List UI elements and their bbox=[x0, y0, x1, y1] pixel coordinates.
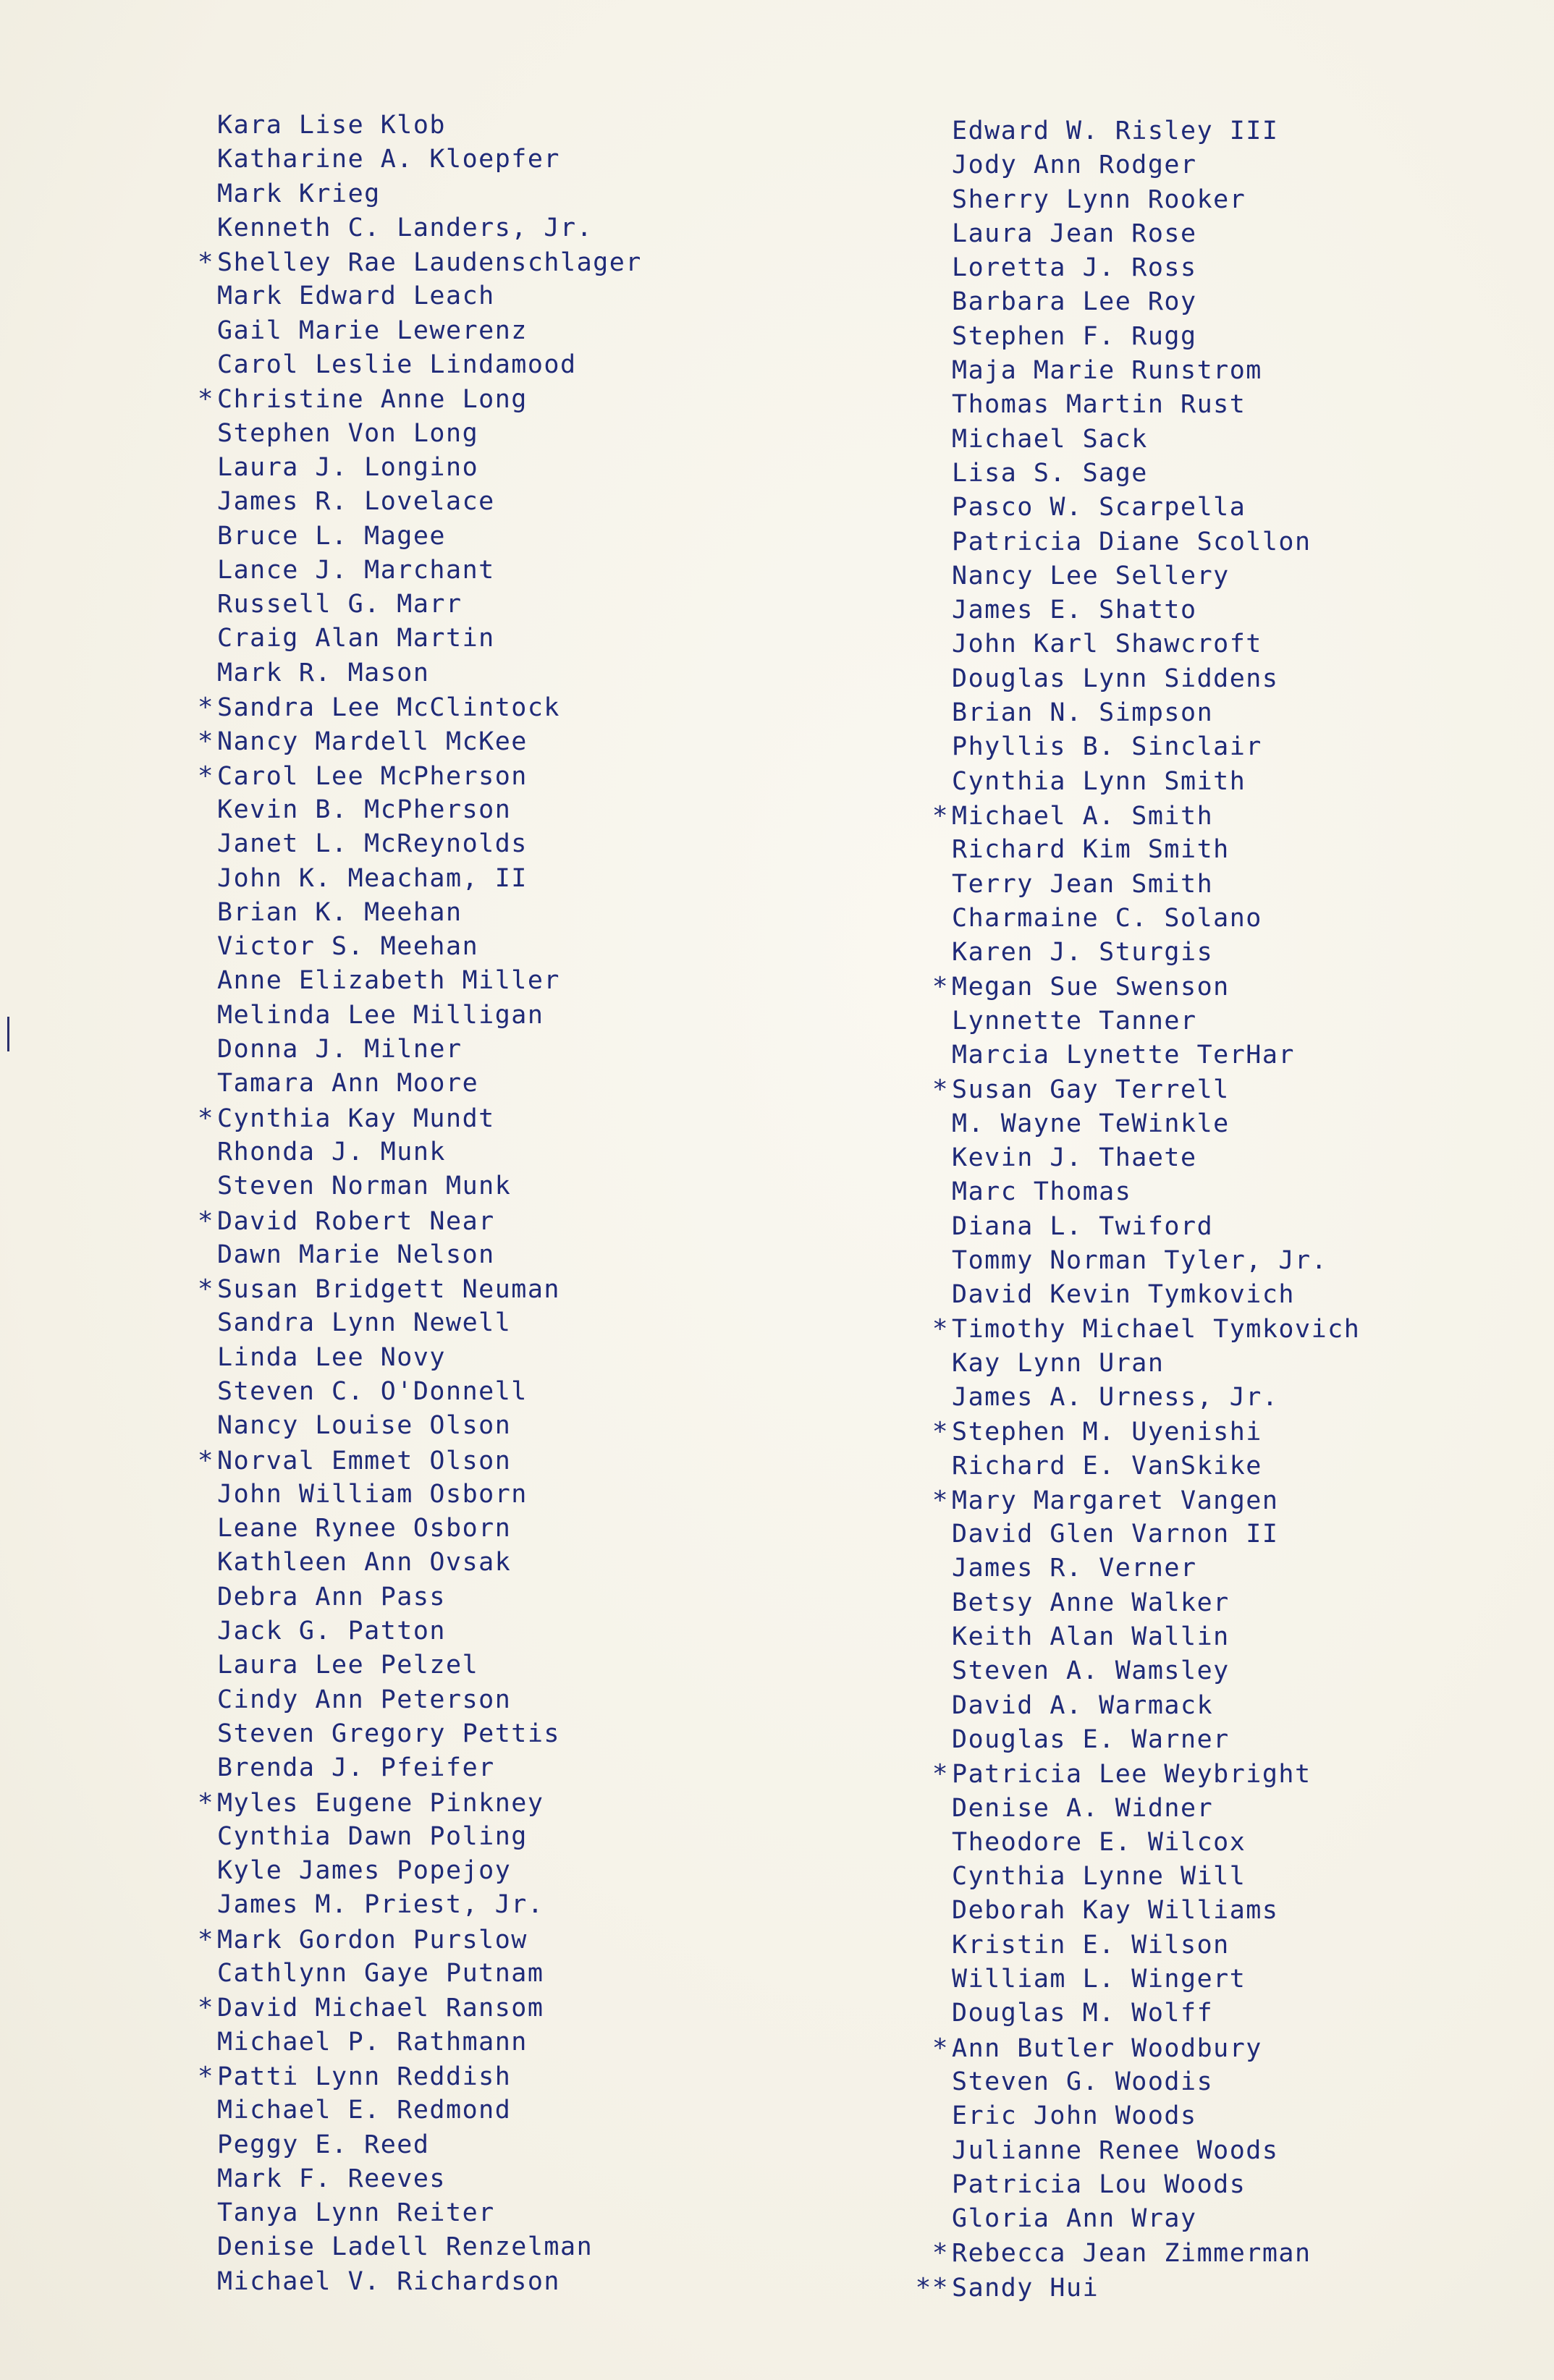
name-entry bbox=[901, 525, 1495, 559]
name-entry bbox=[166, 1135, 760, 1169]
student-name: Douglas E. Warner bbox=[952, 1724, 1230, 1754]
student-name: Eric John Woods bbox=[952, 2101, 1197, 2131]
name-entry bbox=[166, 2128, 760, 2162]
name-entry bbox=[901, 388, 1495, 422]
student-name: Lance J. Marchant bbox=[217, 555, 495, 585]
student-name: Marcia Lynette TerHar bbox=[952, 1041, 1296, 1070]
student-name: James A. Urness, Jr. bbox=[952, 1382, 1279, 1412]
honor-marker: * bbox=[197, 384, 214, 415]
student-name: Cathlynn Gaye Putnam bbox=[217, 1959, 544, 1989]
honor-marker: * bbox=[197, 1274, 214, 1305]
student-name: Laura Jean Rose bbox=[952, 219, 1197, 248]
right-name-column bbox=[901, 114, 1495, 2305]
honor-marker: * bbox=[932, 1417, 949, 1447]
name-entry bbox=[901, 1210, 1495, 1244]
name-entry bbox=[901, 2236, 1495, 2270]
student-name: Jack G. Patton bbox=[217, 1617, 447, 1646]
name-entry bbox=[901, 1244, 1495, 1278]
name-entry bbox=[166, 690, 760, 724]
student-name: Denise A. Widner bbox=[952, 1793, 1214, 1823]
name-entry bbox=[901, 1347, 1495, 1381]
name-entry bbox=[901, 799, 1495, 833]
student-name: John K. Meacham, II bbox=[217, 863, 528, 893]
name-entry bbox=[166, 2265, 760, 2299]
student-name: Tommy Norman Tyler, Jr. bbox=[952, 1245, 1328, 1275]
student-name: Melinda Lee Milligan bbox=[217, 1000, 544, 1030]
name-entry bbox=[901, 457, 1495, 491]
name-entry bbox=[166, 1204, 760, 1238]
student-name: Lynnette Tanner bbox=[952, 1006, 1197, 1036]
name-entry bbox=[166, 896, 760, 930]
student-name: Leane Rynee Osborn bbox=[217, 1514, 512, 1543]
student-name: Peggy E. Reed bbox=[217, 2130, 430, 2159]
name-entry bbox=[166, 999, 760, 1033]
name-entry bbox=[166, 348, 760, 382]
student-name: Michael Sack bbox=[952, 424, 1148, 454]
student-name: Carol Lee McPherson bbox=[217, 761, 528, 791]
student-name: Keith Alan Wallin bbox=[952, 1622, 1230, 1652]
student-name: Pasco W. Scarpella bbox=[952, 493, 1246, 522]
student-name: Douglas Lynn Siddens bbox=[952, 664, 1279, 693]
name-entry bbox=[901, 1928, 1495, 1962]
name-entry bbox=[166, 1169, 760, 1203]
student-name: Donna J. Milner bbox=[217, 1035, 463, 1064]
name-entry bbox=[901, 1141, 1495, 1175]
student-name: Mark Edward Leach bbox=[217, 281, 495, 311]
name-entry bbox=[901, 354, 1495, 388]
student-name: David Glen Varnon II bbox=[952, 1520, 1279, 1549]
name-entry bbox=[166, 930, 760, 964]
student-name: Lisa S. Sage bbox=[952, 458, 1148, 488]
name-entry bbox=[166, 1272, 760, 1306]
name-entry bbox=[166, 2196, 760, 2230]
name-entry bbox=[901, 1004, 1495, 1038]
honor-marker: ** bbox=[915, 2272, 949, 2303]
name-entry bbox=[166, 2059, 760, 2093]
honor-marker: * bbox=[197, 1206, 214, 1236]
name-entry bbox=[901, 2065, 1495, 2099]
honor-marker: * bbox=[197, 1445, 214, 1475]
student-name: Patricia Diane Scollon bbox=[952, 527, 1312, 556]
student-name: Marc Thomas bbox=[952, 1177, 1132, 1207]
name-entry bbox=[901, 1551, 1495, 1585]
student-name: Dawn Marie Nelson bbox=[217, 1240, 495, 1269]
student-name: Barbara Lee Roy bbox=[952, 287, 1197, 317]
student-name: William L. Wingert bbox=[952, 1965, 1246, 1994]
name-entry bbox=[166, 827, 760, 861]
name-entry bbox=[166, 520, 760, 554]
honor-marker: * bbox=[932, 1759, 949, 1790]
student-name: Steven G. Woodis bbox=[952, 2067, 1214, 2096]
student-name: Craig Alan Martin bbox=[217, 624, 495, 653]
honor-marker: * bbox=[197, 761, 214, 791]
name-entry bbox=[901, 320, 1495, 354]
name-entry bbox=[901, 285, 1495, 319]
student-name: Karen J. Sturgis bbox=[952, 938, 1214, 967]
name-entry bbox=[166, 1580, 760, 1614]
student-name: Ann Butler Woodbury bbox=[952, 2033, 1262, 2063]
student-name: Timothy Michael Tymkovich bbox=[952, 1315, 1361, 1344]
student-name: Sherry Lynn Rooker bbox=[952, 185, 1246, 214]
name-entry bbox=[166, 1888, 760, 1922]
name-entry bbox=[901, 2134, 1495, 2168]
student-name: David Michael Ransom bbox=[217, 1994, 544, 2023]
student-name: Shelley Rae Laudenschlager bbox=[217, 248, 642, 278]
student-name: Richard Kim Smith bbox=[952, 835, 1230, 865]
name-entry bbox=[901, 902, 1495, 936]
name-entry bbox=[901, 696, 1495, 730]
student-name: Norval Emmet Olson bbox=[217, 1446, 512, 1475]
name-entry bbox=[901, 183, 1495, 217]
student-name: Russell G. Marr bbox=[217, 590, 463, 619]
student-name: Kara Lise Klob bbox=[217, 111, 447, 140]
name-entry bbox=[166, 656, 760, 690]
student-name: Phyllis B. Sinclair bbox=[952, 732, 1262, 762]
name-entry bbox=[901, 1038, 1495, 1072]
name-entry bbox=[901, 251, 1495, 285]
name-entry bbox=[166, 2025, 760, 2059]
student-name: Mark R. Mason bbox=[217, 658, 430, 687]
name-entry bbox=[901, 936, 1495, 970]
student-name: Myles Eugene Pinkney bbox=[217, 1788, 544, 1818]
name-entry bbox=[166, 1717, 760, 1751]
name-entry bbox=[901, 2271, 1495, 2305]
name-entry bbox=[901, 1894, 1495, 1928]
name-entry bbox=[166, 279, 760, 313]
name-entry bbox=[901, 868, 1495, 902]
student-name: Stephen F. Rugg bbox=[952, 321, 1197, 351]
name-entry bbox=[166, 1341, 760, 1375]
name-entry bbox=[901, 1415, 1495, 1449]
student-name: Kristin E. Wilson bbox=[952, 1930, 1230, 1960]
student-name: Gail Marie Lewerenz bbox=[217, 316, 528, 345]
name-entry bbox=[901, 1757, 1495, 1791]
student-name: James E. Shatto bbox=[952, 596, 1197, 625]
student-name: Mary Margaret Vangen bbox=[952, 1486, 1279, 1515]
name-entry bbox=[166, 724, 760, 758]
honor-marker: * bbox=[932, 1075, 949, 1105]
honor-marker: * bbox=[932, 1485, 949, 1515]
name-entry bbox=[166, 177, 760, 211]
honor-marker: * bbox=[932, 2033, 949, 2063]
student-name: David Kevin Tymkovich bbox=[952, 1280, 1296, 1310]
student-name: Betsy Anne Walker bbox=[952, 1588, 1230, 1617]
student-name: Cynthia Dawn Poling bbox=[217, 1821, 528, 1851]
name-entry bbox=[901, 1860, 1495, 1894]
student-name: Nancy Lee Sellery bbox=[952, 561, 1230, 590]
student-name: John William Osborn bbox=[217, 1479, 528, 1509]
student-name: Brenda J. Pfeifer bbox=[217, 1753, 495, 1783]
name-entry bbox=[901, 2099, 1495, 2133]
honor-marker: * bbox=[932, 1314, 949, 1344]
name-entry bbox=[901, 1792, 1495, 1826]
student-name: Michael A. Smith bbox=[952, 801, 1214, 831]
name-entry bbox=[166, 1067, 760, 1101]
student-name: James M. Priest, Jr. bbox=[217, 1890, 544, 1920]
name-entry bbox=[166, 1033, 760, 1067]
name-entry bbox=[166, 554, 760, 588]
honor-marker: * bbox=[932, 800, 949, 831]
margin-mark bbox=[7, 1017, 9, 1051]
name-entry bbox=[901, 1483, 1495, 1517]
name-entry bbox=[166, 382, 760, 416]
name-entry bbox=[166, 759, 760, 793]
name-entry bbox=[166, 314, 760, 348]
student-name: Mark F. Reeves bbox=[217, 2164, 447, 2193]
left-name-column bbox=[166, 109, 760, 2299]
student-name: Theodore E. Wilcox bbox=[952, 1827, 1246, 1857]
name-entry bbox=[901, 1517, 1495, 1551]
name-entry bbox=[166, 417, 760, 451]
student-name: Nancy Mardell McKee bbox=[217, 727, 528, 757]
honor-marker: * bbox=[197, 1924, 214, 1955]
name-entry bbox=[166, 964, 760, 998]
name-entry bbox=[166, 109, 760, 143]
name-entry bbox=[901, 1962, 1495, 1996]
student-name: David Robert Near bbox=[217, 1206, 495, 1236]
student-name: Debra Ann Pass bbox=[217, 1582, 447, 1612]
student-name: John Karl Shawcroft bbox=[952, 630, 1262, 659]
name-entry bbox=[901, 765, 1495, 799]
name-entry bbox=[166, 1820, 760, 1854]
student-name: Stephen Von Long bbox=[217, 418, 479, 448]
student-name: Nancy Louise Olson bbox=[217, 1411, 512, 1441]
student-name: Brian N. Simpson bbox=[952, 698, 1214, 728]
student-name: Julianne Renee Woods bbox=[952, 2135, 1279, 2165]
student-name: Cynthia Kay Mundt bbox=[217, 1104, 495, 1133]
student-name: Susan Gay Terrell bbox=[952, 1075, 1230, 1105]
student-name: Patti Lynn Reddish bbox=[217, 2062, 512, 2091]
student-name: Brian K. Meehan bbox=[217, 897, 463, 927]
student-name: Maja Marie Runstrom bbox=[952, 356, 1262, 386]
student-name: Diana L. Twiford bbox=[952, 1211, 1214, 1241]
name-entry bbox=[166, 1375, 760, 1409]
name-entry bbox=[901, 970, 1495, 1004]
student-name: Kyle James Popejoy bbox=[217, 1856, 512, 1886]
name-entry bbox=[901, 559, 1495, 593]
name-entry bbox=[901, 1654, 1495, 1688]
student-name: James R. Verner bbox=[952, 1554, 1197, 1583]
student-name: Laura Lee Pelzel bbox=[217, 1651, 479, 1680]
name-entry bbox=[166, 1101, 760, 1135]
name-entry bbox=[901, 217, 1495, 251]
student-name: Rebecca Jean Zimmerman bbox=[952, 2239, 1312, 2269]
name-entry bbox=[166, 588, 760, 622]
name-entry bbox=[901, 423, 1495, 457]
student-name: Tamara Ann Moore bbox=[217, 1069, 479, 1098]
student-name: James R. Lovelace bbox=[217, 487, 495, 517]
name-entry bbox=[901, 2031, 1495, 2065]
name-entry bbox=[166, 451, 760, 485]
student-name: Edward W. Risley III bbox=[952, 117, 1279, 145]
name-entry bbox=[901, 2168, 1495, 2202]
student-name: Kevin B. McPherson bbox=[217, 795, 512, 824]
name-entry bbox=[166, 1478, 760, 1512]
student-name: Mark Krieg bbox=[217, 179, 381, 208]
name-entry bbox=[901, 2202, 1495, 2236]
name-entry bbox=[901, 593, 1495, 627]
honor-marker: * bbox=[197, 693, 214, 723]
name-entry bbox=[166, 1614, 760, 1648]
student-name: Katharine A. Kloepfer bbox=[217, 145, 561, 174]
student-name: Steven C. O'Donnell bbox=[217, 1376, 528, 1406]
student-name: Susan Bridgett Neuman bbox=[217, 1275, 561, 1305]
name-entry bbox=[901, 1996, 1495, 2030]
name-entry bbox=[901, 833, 1495, 867]
name-entry bbox=[901, 1175, 1495, 1209]
student-name: Terry Jean Smith bbox=[952, 869, 1214, 899]
student-name: David A. Warmack bbox=[952, 1690, 1214, 1720]
student-name: Rhonda J. Munk bbox=[217, 1137, 447, 1166]
name-entry bbox=[166, 2093, 760, 2127]
honor-marker: * bbox=[197, 247, 214, 278]
student-name: Michael V. Richardson bbox=[217, 2266, 561, 2296]
name-entry bbox=[166, 1957, 760, 1991]
student-name: Kevin J. Thaete bbox=[952, 1143, 1197, 1172]
student-name: Victor S. Meehan bbox=[217, 932, 479, 962]
honor-marker: * bbox=[197, 1993, 214, 2023]
student-name: Christine Anne Long bbox=[217, 385, 528, 415]
name-entry bbox=[166, 1238, 760, 1272]
honor-marker: * bbox=[197, 2061, 214, 2091]
name-entry bbox=[166, 1306, 760, 1340]
student-name: Mark Gordon Purslow bbox=[217, 1925, 528, 1955]
student-name: Laura J. Longino bbox=[217, 452, 479, 482]
student-name: Bruce L. Magee bbox=[217, 521, 447, 551]
name-entry bbox=[166, 1512, 760, 1546]
student-name: Cindy Ann Peterson bbox=[217, 1685, 512, 1714]
honor-marker: * bbox=[932, 972, 949, 1002]
student-name: Sandra Lee McClintock bbox=[217, 693, 561, 723]
student-name: Linda Lee Novy bbox=[217, 1342, 447, 1372]
name-entry bbox=[901, 1312, 1495, 1346]
honor-marker: * bbox=[197, 1787, 214, 1818]
honor-marker: * bbox=[197, 1103, 214, 1133]
student-name: Douglas M. Wolff bbox=[952, 1999, 1214, 2028]
student-name: Jody Ann Rodger bbox=[952, 151, 1197, 180]
student-name: Kay Lynn Uran bbox=[952, 1348, 1165, 1378]
student-name: Steven Gregory Pettis bbox=[217, 1719, 561, 1748]
student-name: M. Wayne TeWinkle bbox=[952, 1109, 1230, 1138]
name-entry bbox=[166, 1546, 760, 1580]
student-name: Steven A. Wamsley bbox=[952, 1656, 1230, 1686]
name-entry bbox=[166, 1683, 760, 1717]
name-entry bbox=[901, 1449, 1495, 1483]
student-name: Michael E. Redmond bbox=[217, 2096, 512, 2125]
student-name: Loretta J. Ross bbox=[952, 253, 1197, 283]
name-entry bbox=[166, 1409, 760, 1443]
name-entry bbox=[166, 1444, 760, 1478]
name-entry bbox=[901, 1107, 1495, 1141]
student-name: Steven Norman Munk bbox=[217, 1172, 512, 1201]
student-name: Richard E. VanSkike bbox=[952, 1451, 1262, 1481]
name-entry bbox=[901, 1072, 1495, 1106]
name-entry bbox=[166, 1923, 760, 1957]
name-entry bbox=[901, 148, 1495, 182]
student-name: Anne Elizabeth Miller bbox=[217, 966, 561, 996]
name-entry bbox=[166, 862, 760, 896]
student-name: Charmaine C. Solano bbox=[952, 903, 1262, 933]
name-entry bbox=[901, 627, 1495, 661]
student-name: Carol Leslie Lindamood bbox=[217, 350, 577, 380]
student-name: Patricia Lee Weybright bbox=[952, 1760, 1312, 1790]
student-name: Michael P. Rathmann bbox=[217, 2027, 528, 2057]
name-entry bbox=[166, 1786, 760, 1820]
name-entry bbox=[901, 730, 1495, 764]
student-name: Kenneth C. Landers, Jr. bbox=[217, 213, 594, 242]
student-name: Sandra Lynn Newell bbox=[217, 1308, 512, 1338]
name-entry bbox=[166, 211, 760, 245]
name-entry bbox=[166, 2230, 760, 2264]
name-entry bbox=[901, 114, 1495, 148]
student-name: Kathleen Ann Ovsak bbox=[217, 1548, 512, 1578]
student-name: Cynthia Lynne Will bbox=[952, 1862, 1246, 1892]
student-name: Thomas Martin Rust bbox=[952, 390, 1246, 420]
student-name: Denise Ladell Renzelman bbox=[217, 2232, 594, 2262]
name-entry bbox=[166, 622, 760, 656]
name-entry bbox=[901, 1689, 1495, 1723]
name-entry bbox=[166, 2162, 760, 2196]
name-entry bbox=[901, 1723, 1495, 1757]
student-name: Cynthia Lynn Smith bbox=[952, 766, 1246, 796]
name-entry bbox=[901, 1278, 1495, 1312]
student-name: Gloria Ann Wray bbox=[952, 2204, 1197, 2234]
honor-marker: * bbox=[197, 727, 214, 757]
name-entry bbox=[166, 1751, 760, 1785]
name-entry bbox=[166, 1991, 760, 2025]
name-entry bbox=[166, 1648, 760, 1682]
name-entry bbox=[901, 662, 1495, 696]
name-entry bbox=[166, 1854, 760, 1888]
name-entry bbox=[166, 143, 760, 177]
student-name: Stephen M. Uyenishi bbox=[952, 1418, 1262, 1447]
name-entry bbox=[166, 245, 760, 279]
student-name: Janet L. McReynolds bbox=[217, 829, 528, 859]
name-entry bbox=[901, 1381, 1495, 1415]
name-entry bbox=[901, 491, 1495, 525]
name-entry bbox=[166, 793, 760, 827]
student-name: Patricia Lou Woods bbox=[952, 2169, 1246, 2199]
student-name: Megan Sue Swenson bbox=[952, 973, 1230, 1002]
name-entry bbox=[166, 485, 760, 519]
name-entry bbox=[901, 1586, 1495, 1620]
student-name: Tanya Lynn Reiter bbox=[217, 2198, 495, 2228]
student-name: Deborah Kay Williams bbox=[952, 1896, 1279, 1926]
name-entry bbox=[901, 1620, 1495, 1654]
honor-marker: * bbox=[932, 2238, 949, 2269]
student-name: Sandy Hui bbox=[952, 2273, 1099, 2303]
name-entry bbox=[901, 1826, 1495, 1860]
